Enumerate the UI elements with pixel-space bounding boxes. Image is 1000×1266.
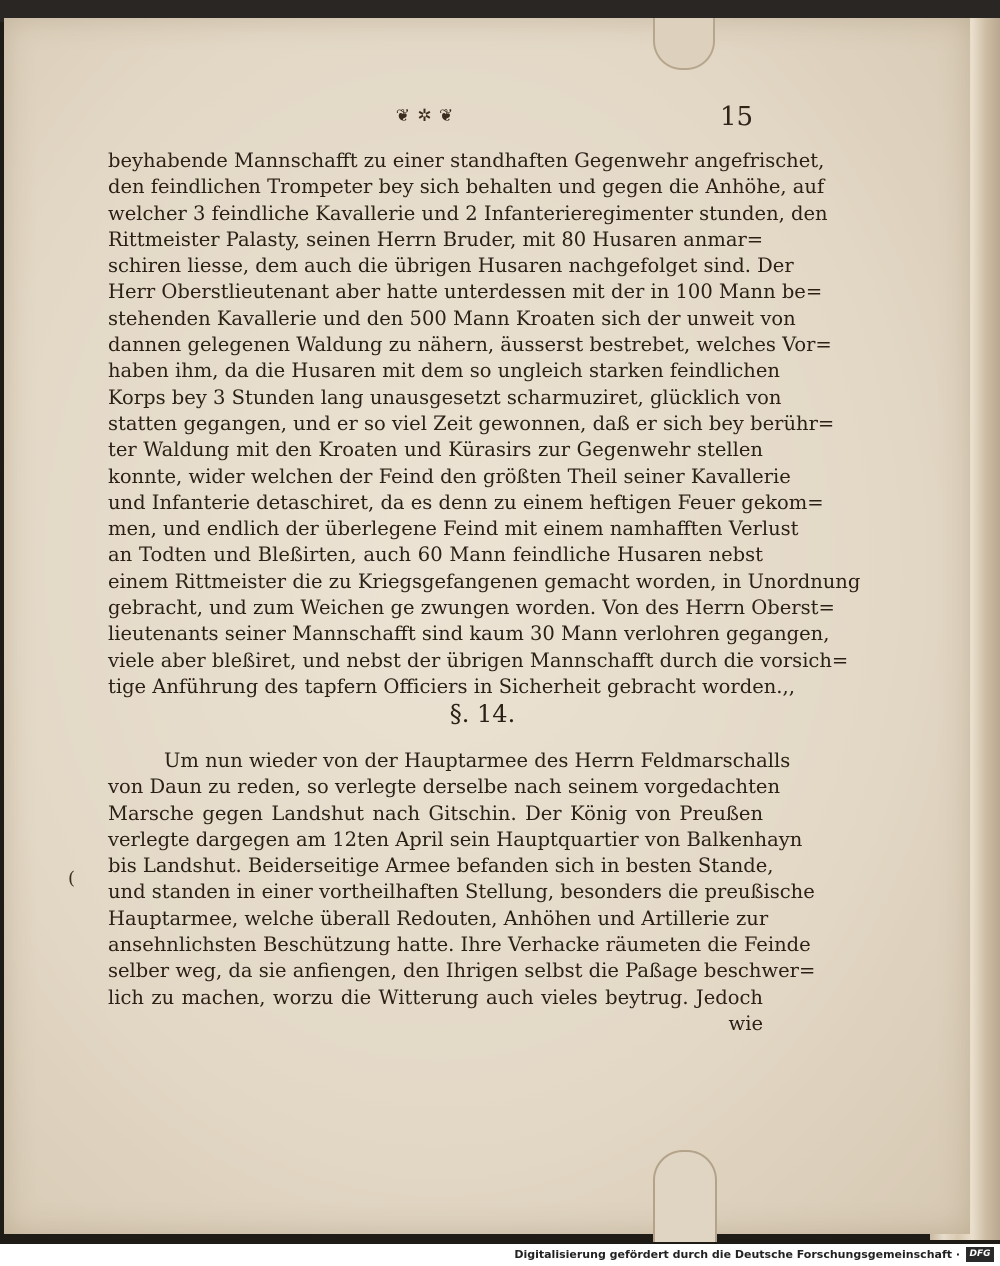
- text-line: Um nun wieder von der Hauptarmee des Herrn Feldmarschalls: [164, 749, 791, 772]
- text-line: Hauptarmee, welche überall Redouten, Anhöhen und Artillerie zur: [108, 906, 769, 930]
- text-line: welcher 3 feindliche Kavallerie und 2 Infanterieregimenter stunden, den: [108, 201, 828, 225]
- text-line: Rittmeister Palasty, seinen Herrn Bruder, mit 80 Husaren anmar=: [108, 227, 764, 251]
- text-line: von Daun zu reden, so verlegte derselbe nach seinem vorgedachten: [108, 775, 781, 799]
- text-line: gebracht, und zum Weichen ge zwungen worden. Von des Herrn Oberst=: [108, 596, 835, 620]
- text-line: konnte, wider welchen der Feind den größten Theil seiner Kavallerie: [108, 464, 791, 488]
- text-line: Herr Oberstlieutenant aber hatte unterdessen mit der in 100 Mann be=: [108, 280, 823, 304]
- text-line: beyhabende Mannschafft zu einer standhaften Gegenwehr angefrischet,: [108, 149, 825, 172]
- text-line: schiren liesse, dem auch die übrigen Husaren nachgefolget sind. Der: [108, 254, 794, 278]
- section-heading: [0, 700, 1000, 728]
- page-clip-bottom: [653, 1150, 717, 1242]
- paragraph-2: [108, 748, 816, 1037]
- header-ornament: ❦ ✲ ❦: [395, 106, 455, 126]
- text-line: haben ihm, da die Husaren mit dem so ungleich starken feindlichen: [108, 359, 780, 383]
- dfg-credit: Digitalisierung gefördert durch die Deutsche Forschungsgemeinschaft ·: [514, 1248, 960, 1261]
- catchword: wie: [728, 1011, 763, 1035]
- text-line: einem Rittmeister die zu Kriegsgefangenen gemacht worden, in Unordnung: [108, 569, 861, 593]
- text-line: den feindlichen Trompeter bey sich behalten und gegen die Anhöhe, auf: [108, 175, 825, 199]
- page-clip-top: [653, 18, 715, 70]
- text-line: verlegte dargegen am 12ten April sein Hauptquartier von Balkenhayn: [108, 827, 803, 851]
- margin-mark: (: [68, 868, 76, 889]
- text-line: men, und endlich der überlegene Feind mit einem namhafften Verlust: [108, 517, 799, 541]
- paragraph-1: [108, 148, 861, 700]
- text-line: Marsche gegen Landshut nach Gitschin. Der König von Preußen: [108, 801, 763, 825]
- text-line: lich zu machen, worzu die Witterung auch vieles beytrug. Jedoch: [108, 985, 763, 1009]
- text-line: und standen in einer vortheilhaften Stellung, besonders die preußische: [108, 880, 815, 904]
- text-line: an Todten und Bleßirten, auch 60 Mann feindliche Husaren nebst: [108, 543, 763, 567]
- text-line: ansehnlichsten Beschützung hatte. Ihre Verhacke räumeten die Feinde: [108, 933, 811, 957]
- text-line: selber weg, da sie anfiengen, den Ihrigen selbst die Paßage beschwer=: [108, 959, 816, 983]
- text-line: statten gegangen, und er so viel Zeit gewonnen, daß er sich bey berühr=: [108, 411, 835, 435]
- section-number: §. 14.: [449, 700, 516, 728]
- text-line: ter Waldung mit den Kroaten und Kürasirs zur Gegenwehr stellen: [108, 438, 763, 462]
- footer-bar: [0, 1244, 1000, 1266]
- text-line: bis Landshut. Beiderseitige Armee befanden sich in besten Stande,: [108, 854, 774, 878]
- dfg-logo: DFG: [966, 1247, 994, 1262]
- page-header: [0, 102, 1000, 142]
- text-line: dannen gelegenen Waldung zu nähern, äusserst bestrebet, welches Vor=: [108, 333, 832, 357]
- text-line: lieutenants seiner Mannschafft sind kaum 30 Mann verlohren gegangen,: [108, 622, 830, 646]
- page-number: 15: [720, 102, 754, 132]
- text-line: viele aber bleßiret, und nebst der übrigen Mannschafft durch die vorsich=: [108, 648, 849, 672]
- text-line: stehenden Kavallerie und den 500 Mann Kroaten sich der unweit von: [108, 306, 796, 330]
- text-line: tige Anführung des tapfern Officiers in Sicherheit gebracht worden.,,: [108, 674, 795, 698]
- text-line: und Infanterie detaschiret, da es denn zu einem heftigen Feuer gekom=: [108, 490, 824, 514]
- text-line: Korps bey 3 Stunden lang unausgesetzt scharmuziret, glücklich von: [108, 385, 782, 409]
